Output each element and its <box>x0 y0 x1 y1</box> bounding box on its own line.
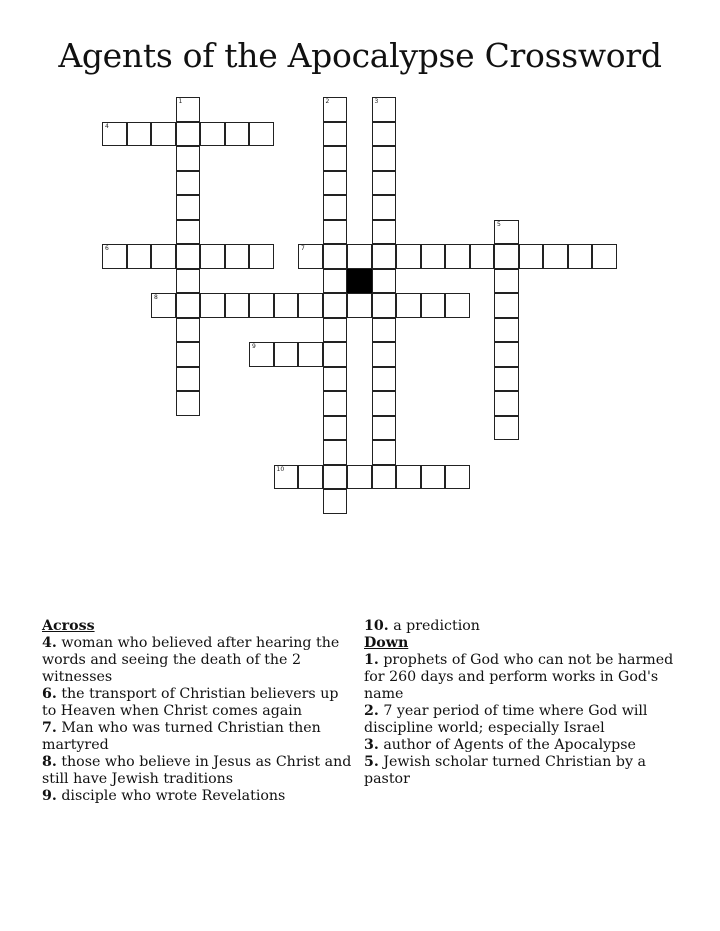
grid-cell[interactable] <box>421 244 446 269</box>
clue-number: 10. <box>364 618 389 634</box>
grid-cell[interactable] <box>323 195 348 220</box>
grid-cell[interactable] <box>421 465 446 490</box>
grid-cell[interactable] <box>372 146 397 171</box>
grid-cell[interactable] <box>102 122 127 147</box>
clue-number: 5. <box>364 754 379 770</box>
cell-number: 9 <box>252 343 256 350</box>
grid-cell[interactable] <box>445 465 470 490</box>
cell-number: 8 <box>154 294 158 301</box>
grid-cell[interactable] <box>225 122 250 147</box>
down-heading: Down <box>364 635 409 651</box>
cell-number: 5 <box>497 220 501 228</box>
grid-cell[interactable] <box>494 342 519 367</box>
grid-cell[interactable] <box>421 293 446 318</box>
grid-cell[interactable] <box>323 416 348 441</box>
grid-cell[interactable] <box>494 293 519 318</box>
grid-cell[interactable] <box>470 244 495 269</box>
grid-cell[interactable] <box>151 244 176 269</box>
grid-cell[interactable] <box>323 440 348 465</box>
grid-cell[interactable] <box>494 244 519 269</box>
grid-cell[interactable] <box>127 122 152 147</box>
grid-cell[interactable] <box>200 122 225 147</box>
cell-number: 4 <box>105 122 109 130</box>
clue-across-10 <box>364 618 684 635</box>
grid-cell[interactable] <box>298 293 323 318</box>
grid-cell[interactable] <box>200 244 225 269</box>
grid-cell[interactable] <box>298 342 323 367</box>
grid-cell[interactable] <box>494 416 519 441</box>
clue-down-5 <box>364 754 684 788</box>
grid-cell[interactable] <box>396 244 421 269</box>
grid-cell[interactable] <box>225 244 250 269</box>
grid-cell[interactable] <box>176 122 201 147</box>
grid-cell[interactable] <box>176 318 201 343</box>
page-title: Agents of the Apocalypse Crossword <box>58 36 662 75</box>
grid-cell[interactable] <box>102 244 127 269</box>
across-heading: Across <box>42 618 95 634</box>
clue-number: 9. <box>42 788 57 804</box>
grid-cell[interactable] <box>568 244 593 269</box>
grid-cell[interactable] <box>176 342 201 367</box>
clue-text: those who believe in Jesus as Christ and still have Jewish traditions <box>42 754 352 787</box>
cell-number: 7 <box>301 245 305 252</box>
grid-cell[interactable] <box>494 318 519 343</box>
grid-cell[interactable] <box>445 244 470 269</box>
grid-cell[interactable] <box>323 342 348 367</box>
grid-cell[interactable] <box>494 391 519 416</box>
grid-cell[interactable] <box>323 146 348 171</box>
clues-left-column <box>42 618 354 805</box>
grid-cell[interactable] <box>323 244 348 269</box>
grid-cell[interactable] <box>176 391 201 416</box>
grid-cell[interactable] <box>347 465 372 490</box>
grid-cell[interactable] <box>274 293 299 318</box>
grid-cell[interactable] <box>347 293 372 318</box>
grid-cell[interactable] <box>176 97 201 122</box>
grid-cell[interactable] <box>323 171 348 196</box>
grid-cell[interactable] <box>274 465 299 490</box>
grid-cell[interactable] <box>445 293 470 318</box>
clue-across-7 <box>42 720 354 754</box>
grid-cell[interactable] <box>372 440 397 465</box>
clue-across-6 <box>42 686 354 720</box>
grid-cell[interactable] <box>323 220 348 245</box>
grid-cell[interactable] <box>176 367 201 392</box>
grid-cell[interactable] <box>372 122 397 147</box>
clue-number: 7. <box>42 720 57 736</box>
grid-cell[interactable] <box>323 367 348 392</box>
grid-cell[interactable] <box>519 244 544 269</box>
grid-cell[interactable] <box>372 171 397 196</box>
grid-cell[interactable] <box>200 293 225 318</box>
cell-number: 2 <box>325 98 330 105</box>
grid-cell[interactable] <box>151 293 176 318</box>
clue-text: the transport of Christian believers up to Heaven when Christ comes again <box>42 686 339 719</box>
grid-cell[interactable] <box>176 195 201 220</box>
clue-text: prophets of God who can not be harmed for 260 days and perform works in God's name <box>364 652 674 702</box>
clue-text: 7 year period of time where God will discipline world; especially Israel <box>364 703 648 736</box>
grid-cell[interactable] <box>494 269 519 294</box>
clue-text: Man who was turned Christian then martyred <box>42 720 321 753</box>
grid-cell[interactable] <box>176 220 201 245</box>
grid-cell[interactable] <box>298 465 323 490</box>
grid-cell[interactable] <box>372 97 397 122</box>
grid-cell[interactable] <box>372 244 397 269</box>
grid-cell[interactable] <box>127 244 152 269</box>
grid-cell[interactable] <box>323 318 348 343</box>
clue-text: Jewish scholar turned Christian by a pastor <box>364 754 646 787</box>
cell-number: 1 <box>178 98 183 105</box>
grid-cell[interactable] <box>323 391 348 416</box>
grid-cell[interactable] <box>323 465 348 490</box>
clue-number: 4. <box>42 635 57 651</box>
grid-cell[interactable] <box>323 269 348 294</box>
grid-cell[interactable] <box>249 244 274 269</box>
grid-cell[interactable] <box>396 465 421 490</box>
clue-text: disciple who wrote Revelations <box>61 788 286 804</box>
grid-cell[interactable] <box>323 293 348 318</box>
grid-cell[interactable] <box>176 171 201 196</box>
grid-cell[interactable] <box>372 220 397 245</box>
grid-cell[interactable] <box>396 293 421 318</box>
cell-number: 10 <box>276 465 285 473</box>
grid-cell[interactable] <box>249 122 274 147</box>
clue-across-8 <box>42 754 354 788</box>
clue-down-2 <box>364 703 684 737</box>
grid-cell[interactable] <box>494 220 519 245</box>
grid-cell[interactable] <box>274 342 299 367</box>
grid-cell[interactable] <box>372 195 397 220</box>
grid-cell[interactable] <box>347 244 372 269</box>
clue-text: a prediction <box>393 618 480 634</box>
clues-right-column <box>364 618 684 788</box>
clue-number: 8. <box>42 754 57 770</box>
clue-text: woman who believed after hearing the words and seeing the death of the 2 witnesses <box>42 635 340 685</box>
clue-down-3 <box>364 737 684 754</box>
grid-cell[interactable] <box>249 342 274 367</box>
grid-cell[interactable] <box>372 342 397 367</box>
grid-cell[interactable] <box>372 416 397 441</box>
grid-cell[interactable] <box>176 293 201 318</box>
grid-cell[interactable] <box>372 318 397 343</box>
grid-cell[interactable] <box>372 293 397 318</box>
grid-cell[interactable] <box>372 391 397 416</box>
cell-number: 3 <box>374 98 379 105</box>
grid-cell[interactable] <box>543 244 568 269</box>
grid-cell[interactable] <box>151 122 176 147</box>
grid-cell[interactable] <box>323 97 348 122</box>
clue-number: 6. <box>42 686 57 702</box>
cell-number: 6 <box>105 245 109 252</box>
grid-cell[interactable] <box>176 244 201 269</box>
grid-cell[interactable] <box>372 465 397 490</box>
clue-number: 3. <box>364 737 379 753</box>
black-cell <box>347 269 372 294</box>
clue-number: 2. <box>364 703 379 719</box>
grid-cell[interactable] <box>372 367 397 392</box>
grid-cell[interactable] <box>298 244 323 269</box>
grid-cell[interactable] <box>323 122 348 147</box>
grid-cell[interactable] <box>323 489 348 514</box>
grid-cell[interactable] <box>176 146 201 171</box>
clue-text: author of Agents of the Apocalypse <box>383 737 636 753</box>
grid-cell[interactable] <box>592 244 617 269</box>
clue-down-1 <box>364 652 684 703</box>
grid-cell[interactable] <box>249 293 274 318</box>
grid-cell[interactable] <box>372 269 397 294</box>
grid-cell[interactable] <box>176 269 201 294</box>
grid-cell[interactable] <box>225 293 250 318</box>
clue-across-9 <box>42 788 354 805</box>
clue-across-4 <box>42 635 354 686</box>
grid-cell[interactable] <box>494 367 519 392</box>
clue-number: 1. <box>364 652 379 668</box>
